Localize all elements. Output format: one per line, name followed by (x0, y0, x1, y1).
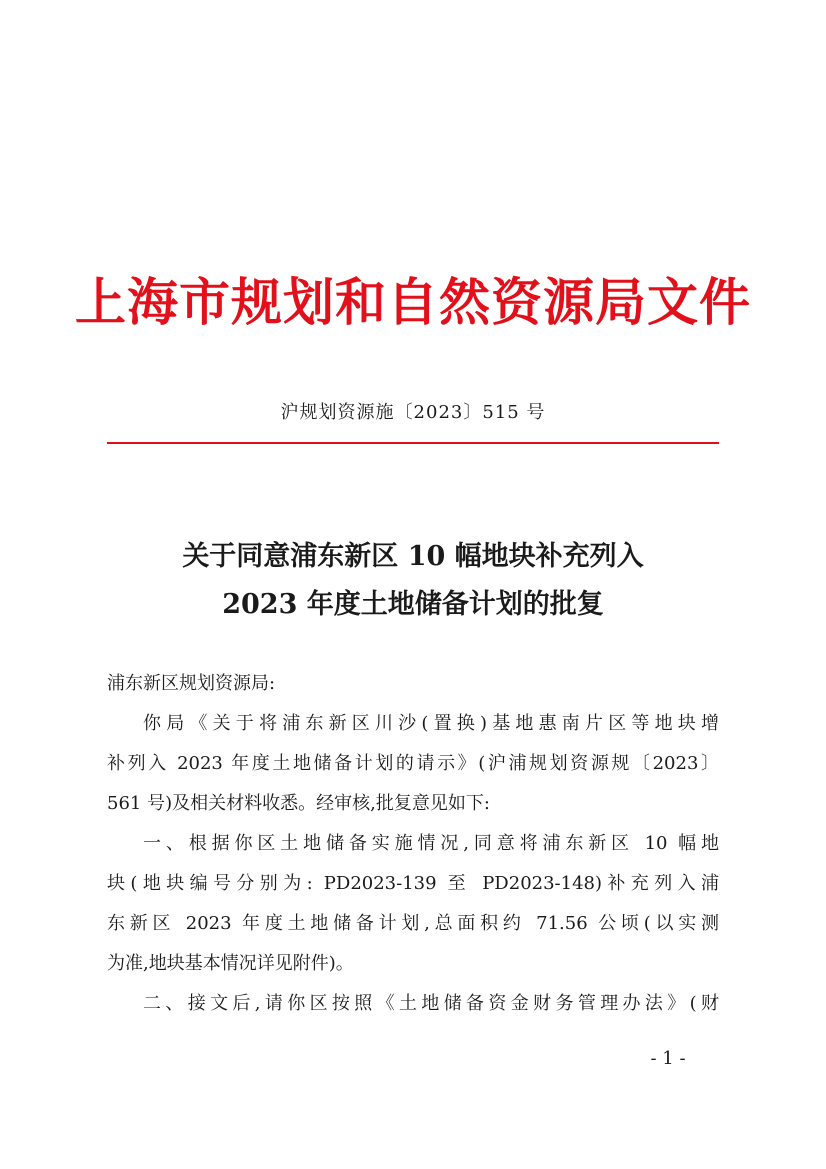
body-line: 561 号)及相关材料收悉。经审核,批复意见如下: (107, 793, 490, 814)
red-separator-line (107, 442, 719, 444)
body-line: 东新区 2023 年度土地储备计划,总面积约 71.56 公顷(以实测 (107, 913, 719, 934)
body-line: 一、根据你区土地储备实施情况,同意将浦东新区 10 幅地 (143, 833, 719, 854)
body-line: 补列入 2023 年度土地储备计划的请示》(沪浦规划资源规〔2023〕 (107, 753, 719, 774)
body-line: 为准,地块基本情况详见附件)。 (107, 953, 354, 974)
title-line-2: 2023 年度土地储备计划的批复 (222, 589, 604, 620)
body-line: 二、接文后,请你区按照《土地储备资金财务管理办法》(财 (143, 993, 719, 1014)
document-number: 沪规划资源施〔2023〕515 号 (280, 402, 546, 423)
document-title (0, 533, 826, 629)
document-body (107, 664, 719, 1024)
title-line-1: 关于同意浦东新区 10 幅地块补充列入 (182, 541, 644, 572)
body-line: 你局《关于将浦东新区川沙(置换)基地惠南片区等地块增 (143, 713, 719, 734)
addressee: 浦东新区规划资源局: (107, 673, 276, 694)
body-line: 块(地块编号分别为: PD2023-139 至 PD2023-148)补充列入浦 (107, 873, 719, 894)
page-number: - 1 - (650, 1048, 686, 1069)
document-masthead: 上海市规划和自然资源局文件 (74, 273, 751, 333)
